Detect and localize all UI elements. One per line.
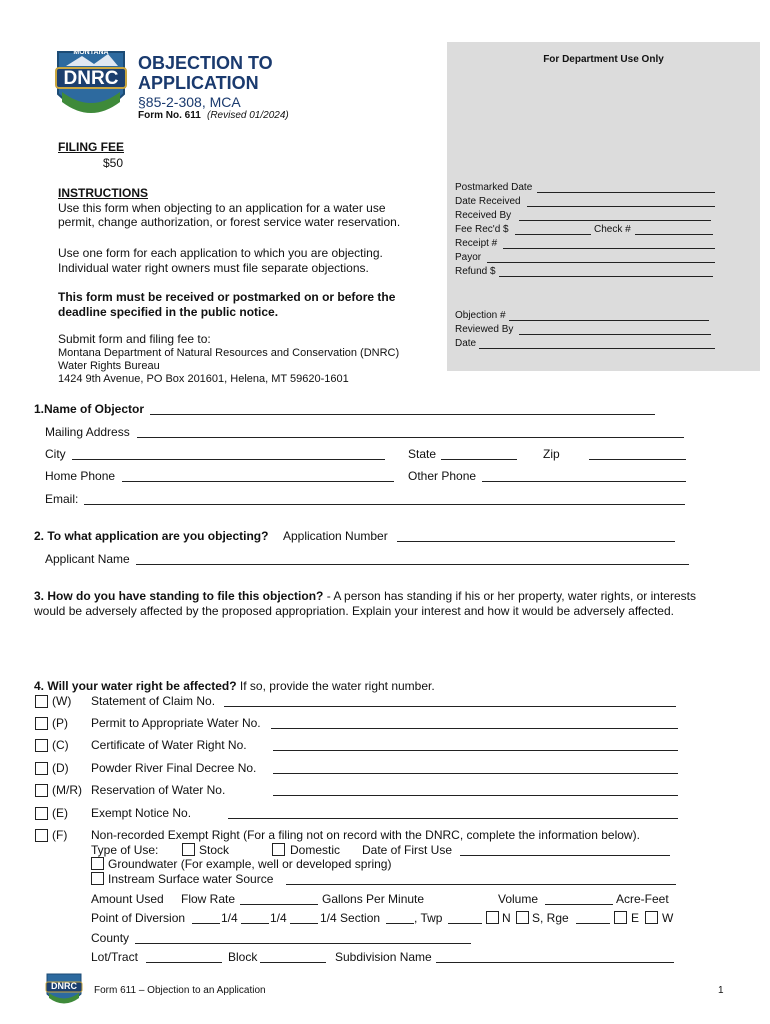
code-d: (D) bbox=[52, 761, 69, 775]
dept-date-field[interactable] bbox=[479, 338, 715, 349]
email-label: Email: bbox=[45, 492, 79, 506]
objector-name-field[interactable] bbox=[150, 402, 655, 415]
block-field[interactable] bbox=[260, 950, 326, 963]
volume-field[interactable] bbox=[545, 892, 613, 905]
quarter2-label: 1/4 bbox=[270, 911, 287, 925]
code-c: (C) bbox=[52, 738, 69, 752]
address-line3: 1424 9th Avenue, PO Box 201601, Helena, MT 59620-1601 bbox=[58, 373, 349, 385]
checkbox-instream[interactable] bbox=[91, 872, 104, 885]
reservation-label: Reservation of Water No. bbox=[91, 783, 226, 797]
code-w: (W) bbox=[52, 694, 72, 708]
payor-label: Payor bbox=[455, 252, 482, 263]
instructions-p1-line2: permit, change authorization, or forest service water reservation. bbox=[58, 215, 401, 229]
city-field[interactable] bbox=[72, 447, 385, 460]
refund-label: Refund $ bbox=[455, 266, 496, 277]
powder-river-label: Powder River Final Decree No. bbox=[91, 761, 257, 775]
non-recorded-label: Non-recorded Exempt Right (For a filing not on record with the DNRC, complete the information below). bbox=[91, 828, 640, 842]
permit-field[interactable] bbox=[271, 716, 678, 729]
permit-label: Permit to Appropriate Water No. bbox=[91, 716, 261, 730]
address-line2: Water Rights Bureau bbox=[58, 360, 160, 372]
section3-text2: would be adversely affected by the proposed appropriation. Explain your interest and how it would be adversely affected. bbox=[34, 604, 674, 618]
checkbox-reservation[interactable] bbox=[35, 784, 48, 797]
receipt-no-field[interactable] bbox=[503, 238, 715, 249]
received-by-field[interactable] bbox=[519, 210, 711, 221]
section4-heading: 4. Will your water right be affected? bbox=[34, 679, 237, 693]
logo-dnrc-text: DNRC bbox=[63, 68, 119, 89]
fee-recd-label: Fee Rec'd $ bbox=[455, 224, 509, 235]
logo-state-text: MONTANA bbox=[73, 49, 109, 56]
pod-section-field[interactable] bbox=[386, 911, 414, 924]
objection-no-field[interactable] bbox=[509, 310, 709, 321]
quarter-section-label: 1/4 Section bbox=[320, 911, 381, 925]
certificate-label: Certificate of Water Right No. bbox=[91, 738, 247, 752]
other-phone-label: Other Phone bbox=[408, 469, 477, 483]
instructions-heading: INSTRUCTIONS bbox=[58, 186, 148, 200]
submit-instruction: Submit form and filing fee to: bbox=[58, 332, 211, 346]
filing-fee-amount: $50 bbox=[103, 156, 124, 170]
pod-quarter1-field[interactable] bbox=[192, 911, 220, 924]
exempt-notice-field[interactable] bbox=[228, 806, 678, 819]
section3-heading: 3. How do you have standing to file this objection? bbox=[34, 589, 324, 603]
date-received-label: Date Received bbox=[455, 196, 521, 207]
received-by-label: Received By bbox=[455, 210, 512, 221]
domestic-label: Domestic bbox=[290, 843, 341, 857]
zip-label: Zip bbox=[543, 447, 560, 461]
check-no-field[interactable] bbox=[635, 224, 713, 235]
code-e: (E) bbox=[52, 806, 68, 820]
section3-line1 bbox=[34, 589, 696, 603]
checkbox-west[interactable] bbox=[645, 911, 658, 924]
checkbox-stock[interactable] bbox=[182, 843, 195, 856]
payor-field[interactable] bbox=[487, 252, 715, 263]
lot-tract-label: Lot/Tract bbox=[91, 950, 138, 964]
deadline-line1: This form must be received or postmarked on or before the bbox=[58, 290, 396, 304]
statement-of-claim-label: Statement of Claim No. bbox=[91, 694, 216, 708]
acre-feet-label: Acre-Feet bbox=[616, 892, 669, 906]
check-no-label: Check # bbox=[594, 224, 631, 235]
instructions-p2-line1: Use one form for each application to which you are objecting. bbox=[58, 246, 383, 260]
checkbox-statement-of-claim[interactable] bbox=[35, 695, 48, 708]
form-title-line1: OBJECTION TO bbox=[138, 53, 273, 73]
mailing-address-label: Mailing Address bbox=[45, 425, 130, 439]
checkbox-south[interactable] bbox=[516, 911, 529, 924]
groundwater-label: Groundwater (For example, well or developed spring) bbox=[108, 857, 392, 871]
twp-field[interactable] bbox=[448, 911, 482, 924]
stock-label: Stock bbox=[199, 843, 230, 857]
block-label: Block bbox=[228, 950, 258, 964]
checkbox-permit[interactable] bbox=[35, 717, 48, 730]
postmarked-date-label: Postmarked Date bbox=[455, 182, 533, 193]
checkbox-exempt-notice[interactable] bbox=[35, 807, 48, 820]
date-first-use-label: Date of First Use bbox=[362, 843, 453, 857]
checkbox-domestic[interactable] bbox=[272, 843, 285, 856]
refund-field[interactable] bbox=[499, 266, 713, 277]
reservation-field[interactable] bbox=[273, 783, 678, 796]
other-phone-field[interactable] bbox=[482, 469, 686, 482]
statement-of-claim-field[interactable] bbox=[224, 694, 676, 707]
city-label: City bbox=[45, 447, 66, 461]
volume-label: Volume bbox=[498, 892, 539, 906]
code-p: (P) bbox=[52, 716, 68, 730]
checkbox-powder-river[interactable] bbox=[35, 762, 48, 775]
home-phone-label: Home Phone bbox=[45, 469, 116, 483]
gpm-label: Gallons Per Minute bbox=[322, 892, 425, 906]
checkbox-groundwater[interactable] bbox=[91, 857, 104, 870]
receipt-no-label: Receipt # bbox=[455, 238, 498, 249]
checkbox-east[interactable] bbox=[614, 911, 627, 924]
form-number: Form No. 611 bbox=[138, 110, 201, 121]
twp-label: , Twp bbox=[414, 911, 443, 925]
e-label: E bbox=[631, 911, 640, 925]
department-use-box bbox=[447, 42, 760, 371]
footer-form-label: Form 611 – Objection to an Application bbox=[94, 985, 266, 996]
deadline-line2: deadline specified in the public notice. bbox=[58, 305, 279, 319]
footer-page-number: 1 bbox=[718, 985, 724, 996]
objection-no-label: Objection # bbox=[455, 310, 506, 321]
statute-ref: §85-2-308, MCA bbox=[138, 94, 241, 110]
section2-heading: 2. To what application are you objecting? bbox=[34, 529, 269, 543]
n-label: N bbox=[502, 911, 511, 925]
powder-river-field[interactable] bbox=[273, 761, 678, 774]
instructions-p2-line2: Individual water right owners must file separate objections. bbox=[58, 261, 369, 275]
email-field[interactable] bbox=[84, 492, 685, 505]
certificate-field[interactable] bbox=[273, 738, 678, 751]
dept-date-label: Date bbox=[455, 338, 477, 349]
instructions-p1-line1: Use this form when objecting to an application for a water use bbox=[58, 201, 386, 215]
section1-heading: 1.Name of Objector bbox=[34, 402, 145, 416]
county-field[interactable] bbox=[135, 931, 471, 944]
code-f: (F) bbox=[52, 828, 68, 842]
amount-used-label: Amount Used bbox=[91, 892, 164, 906]
footer-logo bbox=[44, 970, 84, 1008]
standing-explanation-area[interactable] bbox=[34, 620, 734, 676]
subdivision-field[interactable] bbox=[436, 950, 674, 963]
pod-label: Point of Diversion bbox=[91, 911, 186, 925]
section4-subtext: If so, provide the water right number. bbox=[236, 679, 435, 693]
filing-fee-label: FILING FEE bbox=[58, 140, 124, 154]
date-received-field[interactable] bbox=[527, 196, 715, 207]
form-revised: (Revised 01/2024) bbox=[207, 110, 289, 121]
flow-rate-label: Flow Rate bbox=[181, 892, 236, 906]
applicant-name-field[interactable] bbox=[136, 552, 689, 565]
dnrc-logo bbox=[52, 44, 130, 122]
lot-tract-field[interactable] bbox=[146, 950, 222, 963]
instream-source-field[interactable] bbox=[286, 872, 676, 885]
state-label: State bbox=[408, 447, 437, 461]
code-mr: (M/R) bbox=[52, 783, 82, 797]
pod-quarter3-field[interactable] bbox=[290, 911, 318, 924]
section4-line bbox=[34, 679, 435, 693]
checkbox-non-recorded[interactable] bbox=[35, 829, 48, 842]
type-of-use-label: Type of Use: bbox=[91, 843, 159, 857]
mailing-address-field[interactable] bbox=[137, 425, 684, 438]
reviewed-by-label: Reviewed By bbox=[455, 324, 514, 335]
footer-logo-text: DNRC bbox=[51, 981, 77, 991]
application-number-field[interactable] bbox=[397, 529, 675, 542]
zip-field[interactable] bbox=[589, 447, 686, 460]
address-line1: Montana Department of Natural Resources and Conservation (DNRC) bbox=[58, 347, 400, 359]
instream-label: Instream Surface water Source bbox=[108, 872, 274, 886]
s-rge-label: S, Rge bbox=[532, 911, 569, 925]
reviewed-by-field[interactable] bbox=[519, 324, 711, 335]
application-number-label: Application Number bbox=[283, 529, 388, 543]
county-label: County bbox=[91, 931, 130, 945]
pod-quarter2-field[interactable] bbox=[241, 911, 269, 924]
rge-field[interactable] bbox=[576, 911, 610, 924]
date-first-use-field[interactable] bbox=[460, 843, 670, 856]
exempt-notice-label: Exempt Notice No. bbox=[91, 806, 192, 820]
applicant-name-label: Applicant Name bbox=[45, 552, 130, 566]
quarter1-label: 1/4 bbox=[221, 911, 238, 925]
section3-text1: - A person has standing if his or her property, water rights, or interests bbox=[323, 589, 696, 603]
form-title-line2: APPLICATION bbox=[138, 73, 259, 93]
home-phone-field[interactable] bbox=[122, 469, 394, 482]
flow-rate-field[interactable] bbox=[240, 892, 318, 905]
state-field[interactable] bbox=[441, 447, 517, 460]
checkbox-certificate[interactable] bbox=[35, 739, 48, 752]
w-label: W bbox=[662, 911, 674, 925]
checkbox-north[interactable] bbox=[486, 911, 499, 924]
fee-recd-field[interactable] bbox=[515, 224, 591, 235]
postmarked-date-field[interactable] bbox=[537, 182, 715, 193]
subdivision-label: Subdivision Name bbox=[335, 950, 432, 964]
dept-heading: For Department Use Only bbox=[543, 54, 664, 65]
